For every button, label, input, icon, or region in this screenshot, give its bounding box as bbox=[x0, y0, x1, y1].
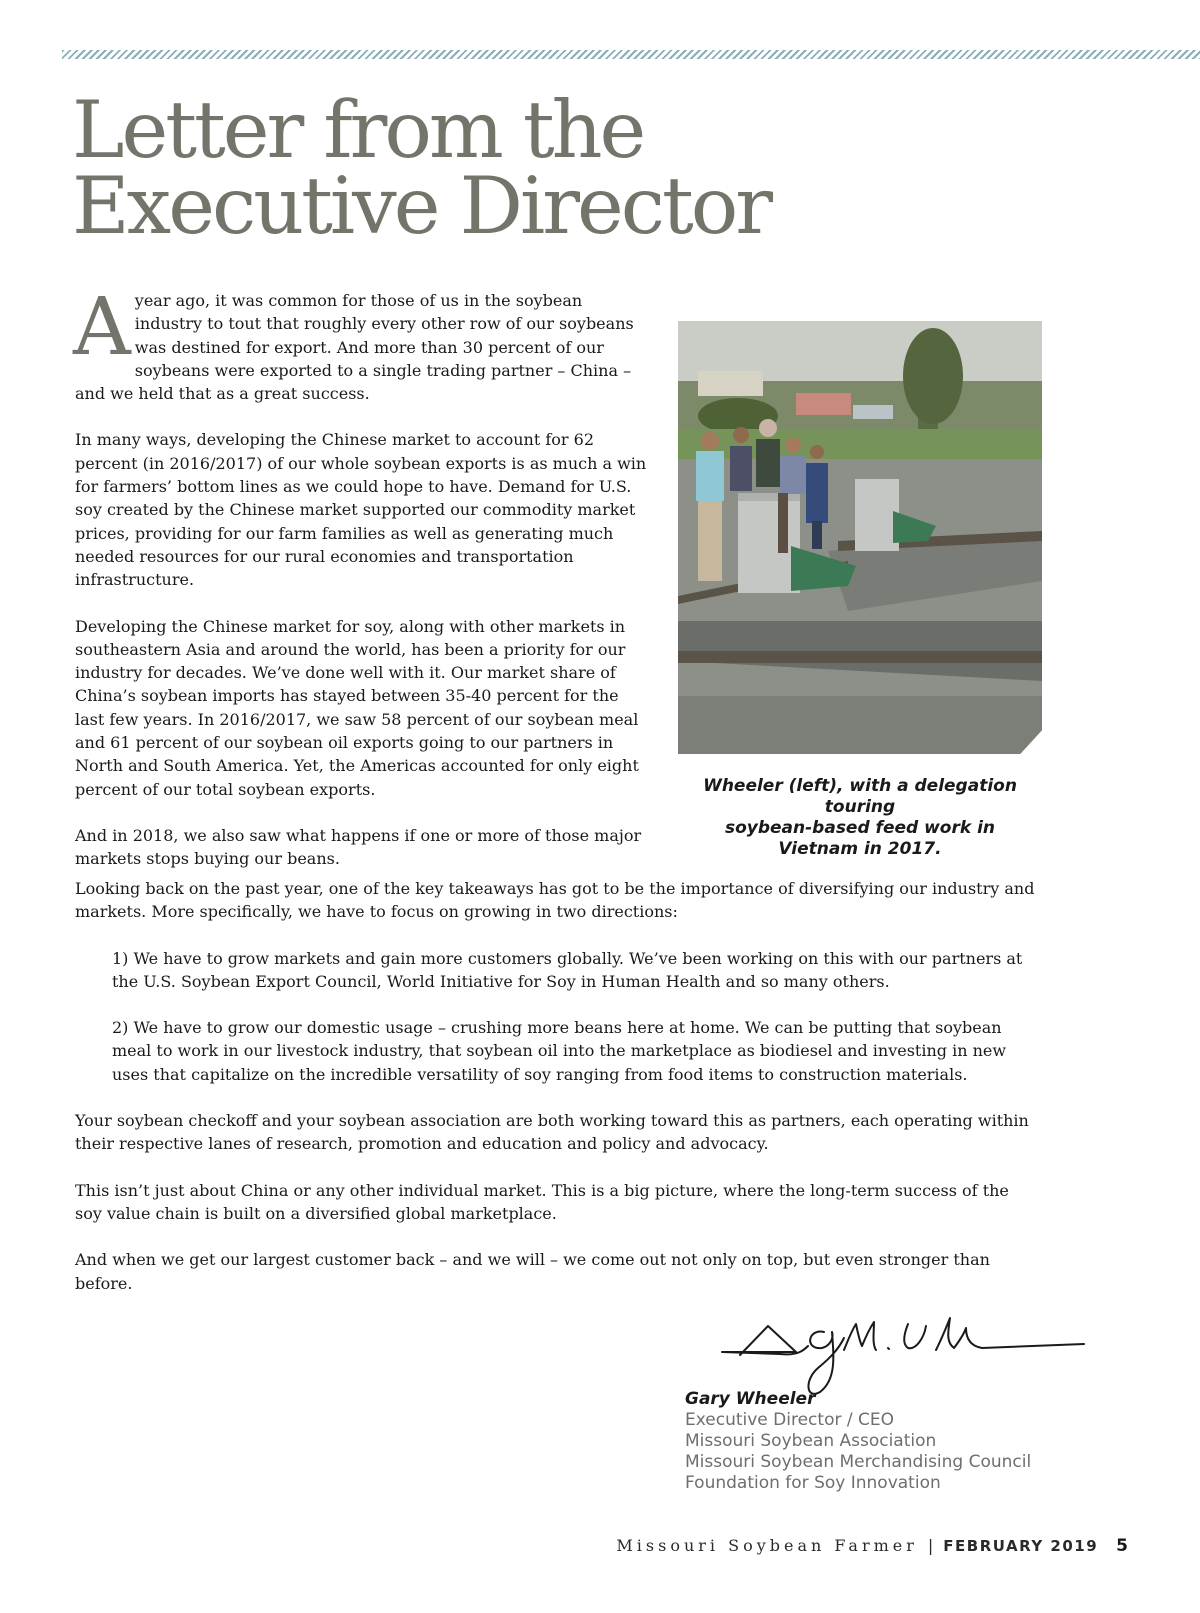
caption-line-1: Wheeler (left), with a delegation touring bbox=[703, 776, 1017, 817]
signer-org-2: Missouri Soybean Merchandising Council bbox=[685, 1452, 1032, 1472]
letter-column-left bbox=[73, 280, 650, 894]
caption-line-3: Vietnam in 2017. bbox=[778, 839, 942, 859]
delegation-photo bbox=[678, 321, 1042, 754]
page-title bbox=[72, 84, 872, 252]
letter-paragraph-5: Looking back on the past year, one of the key takeaways has got to be the importance of diversifying our industry and markets. More specifically, we have to focus on growing in two directions: bbox=[75, 879, 1035, 922]
letter-paragraph-10: And when we get our largest customer back – and we will – we come out not only on top, but even stronger than before. bbox=[75, 1250, 990, 1293]
title-line-1: Letter from the bbox=[72, 84, 644, 176]
issue-date: FEBRUARY 2019 bbox=[943, 1537, 1099, 1555]
letter-point-1: 1) We have to grow markets and gain more customers globally. We’ve been working on this with our partners at the U.S. Soybean Export Council, World Initiative for Soy in Human Health and so many others. bbox=[112, 948, 1023, 991]
decorative-top-rule bbox=[62, 50, 1200, 59]
letter-paragraph-1-text: year ago, it was common for those of us in the soybean industry to tout that roughly every other row of our soybeans was destined for export. And more than 30 percent of our soybeans were exported to a single trading partner – China – and we held that as a great success. bbox=[75, 291, 634, 404]
caption-line-2: soybean-based feed work in bbox=[724, 818, 996, 838]
signer-title: Executive Director / CEO bbox=[685, 1410, 894, 1430]
signer-org-1: Missouri Soybean Association bbox=[685, 1431, 937, 1451]
title-line-2: Executive Director bbox=[72, 160, 771, 252]
letter-paragraph-8: Your soybean checkoff and your soybean association are both working toward this as partners, each operating within their respective lanes of research, promotion and education and policy and advocacy. bbox=[75, 1111, 1029, 1154]
letter-paragraph-3: Developing the Chinese market for soy, along with other markets in southeastern Asia and around the world, has been a priority for our industry for decades. We’ve done well with it. Our market share of China’s soybean imports has stayed between 35-40 percent for the last few years. In 2016/2017, we saw 58 percent of our soybean meal and 61 percent of our soybean oil exports going to our partners in North and South America. Yet, the Americas accounted for only eight percent of our total soybean exports. bbox=[75, 616, 639, 799]
letter-paragraph-2: In many ways, developing the Chinese market to account for 62 percent (in 2016/2017) of our whole soybean exports is as much a win for farmers’ bottom lines as we could hope to have. Demand for U.S. soy created by the Chinese market supported our commodity market prices, providing for our farm families as well as generating much needed resources for our rural economies and transportation infrastructure. bbox=[75, 430, 647, 590]
signer-name: Gary Wheeler bbox=[685, 1389, 816, 1409]
photo-caption bbox=[678, 776, 1042, 860]
page-number: 5 bbox=[1116, 1536, 1128, 1556]
letter-paragraph-1 bbox=[73, 280, 650, 405]
signer-block bbox=[685, 1389, 1105, 1494]
page-footer bbox=[0, 1536, 1128, 1556]
signer-org-3: Foundation for Soy Innovation bbox=[685, 1473, 941, 1493]
letter-paragraph-4: And in 2018, we also saw what happens if one or more of those major markets stops buying our beans. bbox=[75, 825, 642, 869]
footer-separator: | bbox=[927, 1536, 934, 1555]
publication-name: Missouri Soybean Farmer bbox=[616, 1536, 918, 1555]
letter-body-full-width bbox=[75, 877, 1035, 1318]
letter-point-2: 2) We have to grow our domestic usage – crushing more beans here at home. We can be putting that soybean meal to work in our livestock industry, that soybean oil into the marketplace as biodiesel and investing in new uses that capitalize on the incredible versatility of soy ranging from food items to construction materials. bbox=[112, 1018, 1007, 1084]
drop-cap: A bbox=[73, 280, 131, 373]
letter-paragraph-9: This isn’t just about China or any other individual market. This is a big picture, where the long-term success of the soy value chain is built on a diversified global marketplace. bbox=[75, 1180, 1009, 1223]
